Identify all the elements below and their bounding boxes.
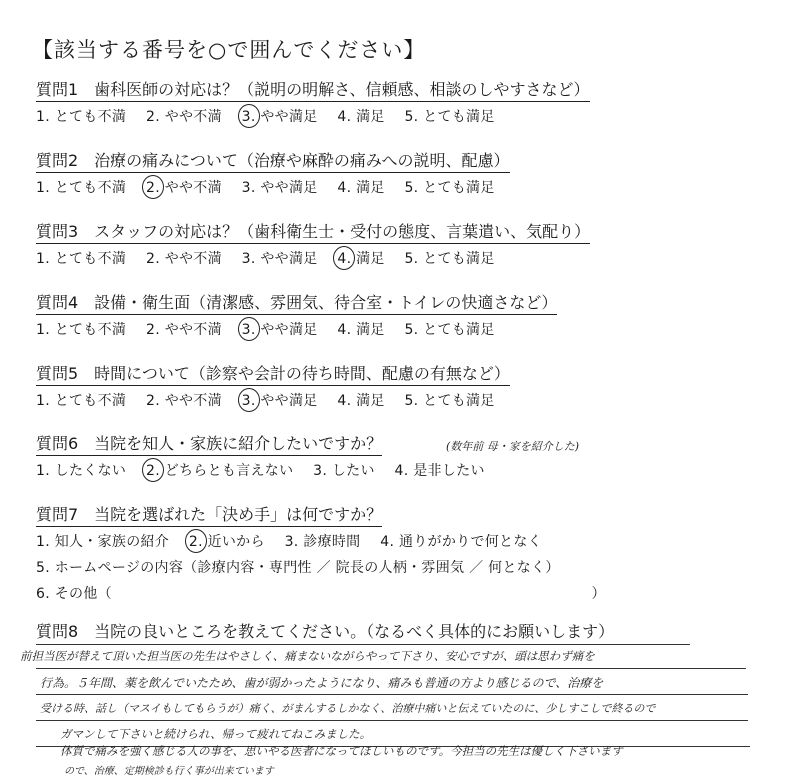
q1-option-4[interactable]: 4. 満足 xyxy=(337,109,385,125)
page-title: 【該当する番号を○で囲んでください】 xyxy=(32,38,426,62)
q2-option-4[interactable]: 4. 満足 xyxy=(337,180,385,196)
q2-option-5[interactable]: 5. とても満足 xyxy=(404,180,495,196)
q5-option-2[interactable]: 2. やや不満 xyxy=(145,393,222,409)
q3-option-4-circled[interactable]: 4. 満足 xyxy=(337,251,385,267)
answer-rule-2 xyxy=(36,668,746,669)
q1-option-5[interactable]: 5. とても満足 xyxy=(404,109,495,125)
q1-option-3-circled[interactable]: 3. やや満足 xyxy=(241,109,318,125)
q2-option-1[interactable]: 1. とても不満 xyxy=(36,180,127,196)
answer-rule-1 xyxy=(36,644,690,645)
q7-option-2-circled[interactable]: 2. 近いから xyxy=(188,534,265,550)
question-1-title: 質問1 歯科医師の対応は？（説明の明解さ、信頼感、相談のしやすさなど） xyxy=(36,80,590,102)
question-2 xyxy=(36,151,510,198)
question-8 xyxy=(36,622,614,643)
q3-option-2[interactable]: 2. やや不満 xyxy=(145,251,222,267)
question-6 xyxy=(36,434,500,481)
question-8-title: 質問8 当院の良いところを教えてください。（なるべく具体的にお願いします） xyxy=(36,622,615,641)
q5-option-4[interactable]: 4. 満足 xyxy=(337,393,385,409)
q6-option-4[interactable]: 4. 是非したい xyxy=(394,463,485,479)
q7-option-6-label: 6. その他（ xyxy=(36,586,112,602)
answer-rule-3 xyxy=(36,694,748,695)
handwritten-answer-line-3: 受ける時、話し（マスイもしてもらうが）痛く、がまんするしかなく、治療中痛いと伝えていたのに、少しすこしで終るので xyxy=(40,702,656,715)
q7-option-5[interactable]: 5. ホームページの内容（診療内容・専門性 ／ 院長の人柄・雰囲気 ／ 何となく） xyxy=(36,560,560,576)
q1-option-1[interactable]: 1. とても不満 xyxy=(36,109,127,125)
q5-option-5[interactable]: 5. とても満足 xyxy=(404,393,495,409)
question-7 xyxy=(36,505,606,604)
question-4-title: 質問4 設備・衛生面（清潔感、雰囲気、待合室・トイレの快適さなど） xyxy=(36,293,557,315)
question-1-options xyxy=(36,107,590,127)
q7-option-1[interactable]: 1. 知人・家族の紹介 xyxy=(36,534,170,550)
q1-option-2[interactable]: 2. やや不満 xyxy=(145,109,222,125)
question-2-options xyxy=(36,178,510,198)
q3-option-5[interactable]: 5. とても満足 xyxy=(404,251,495,267)
q4-option-3-circled[interactable]: 3. やや満足 xyxy=(241,322,318,338)
question-3-title: 質問3 スタッフの対応は？（歯科衛生士・受付の態度、言葉遣い、気配り） xyxy=(36,222,590,244)
handwritten-note-q6: (数年前 母・家を紹介した) xyxy=(446,440,580,453)
q6-option-3[interactable]: 3. したい xyxy=(313,463,375,479)
q7-option-6[interactable] xyxy=(36,584,606,604)
handwritten-answer-line-1: 前担当医が替えて頂いた担当医の先生はやさしく、痛まないながらやって下さり、安心ですが、頭は思わず痛を xyxy=(20,649,595,663)
question-3 xyxy=(36,222,590,269)
q7-option-3[interactable]: 3. 診療時間 xyxy=(284,534,361,550)
q3-option-1[interactable]: 1. とても不満 xyxy=(36,251,127,267)
question-5 xyxy=(36,364,510,411)
question-3-options xyxy=(36,249,590,269)
question-4 xyxy=(36,293,557,340)
q6-option-1[interactable]: 1. したくない xyxy=(36,463,127,479)
question-6-options xyxy=(36,461,500,481)
question-2-title: 質問2 治療の痛みについて（治療や麻酔の痛みへの説明、配慮） xyxy=(36,151,510,173)
handwritten-answer-line-5: 体質で痛みを強く感じる人の事を、思いやる医者になってほしいものです。今担当の先生は優しく下さいます xyxy=(60,744,623,758)
question-4-options xyxy=(36,320,557,340)
q4-option-1[interactable]: 1. とても不満 xyxy=(36,322,127,338)
q7-option-4[interactable]: 4. 通りがかりで何となく xyxy=(380,534,542,550)
question-5-options xyxy=(36,391,510,411)
question-6-title: 質問6 当院を知人・家族に紹介したいですか？ xyxy=(36,434,382,456)
question-7-title: 質問7 当院を選ばれた「決め手」は何ですか？ xyxy=(36,505,382,527)
handwritten-answer-line-6: ので、治療、定期検診も行く事が出来ています xyxy=(64,766,274,777)
q2-option-3[interactable]: 3. やや満足 xyxy=(241,180,318,196)
q5-option-3-circled[interactable]: 3. やや満足 xyxy=(241,393,318,409)
handwritten-answer-line-2: 行為。５年間、薬を飲んでいたため、歯が弱かったようになり、痛みも普通の方より感じるので、治療を xyxy=(40,676,604,690)
q4-option-4[interactable]: 4. 満足 xyxy=(337,322,385,338)
q5-option-1[interactable]: 1. とても不満 xyxy=(36,393,127,409)
q3-option-3[interactable]: 3. やや満足 xyxy=(241,251,318,267)
handwritten-answer-line-4: ガマンして下さいと続けられ、帰って疲れてねこみました。 xyxy=(60,727,372,741)
q4-option-5[interactable]: 5. とても満足 xyxy=(404,322,495,338)
question-7-options xyxy=(36,532,606,552)
answer-rule-4 xyxy=(36,720,748,721)
q4-option-2[interactable]: 2. やや不満 xyxy=(145,322,222,338)
q7-option-6-close: ） xyxy=(591,586,606,602)
question-5-title: 質問5 時間について（診察や会計の待ち時間、配慮の有無など） xyxy=(36,364,510,386)
q6-option-2-circled[interactable]: 2. どちらとも言えない xyxy=(145,463,294,479)
question-1 xyxy=(36,80,590,127)
q2-option-2-circled[interactable]: 2. やや不満 xyxy=(145,180,222,196)
